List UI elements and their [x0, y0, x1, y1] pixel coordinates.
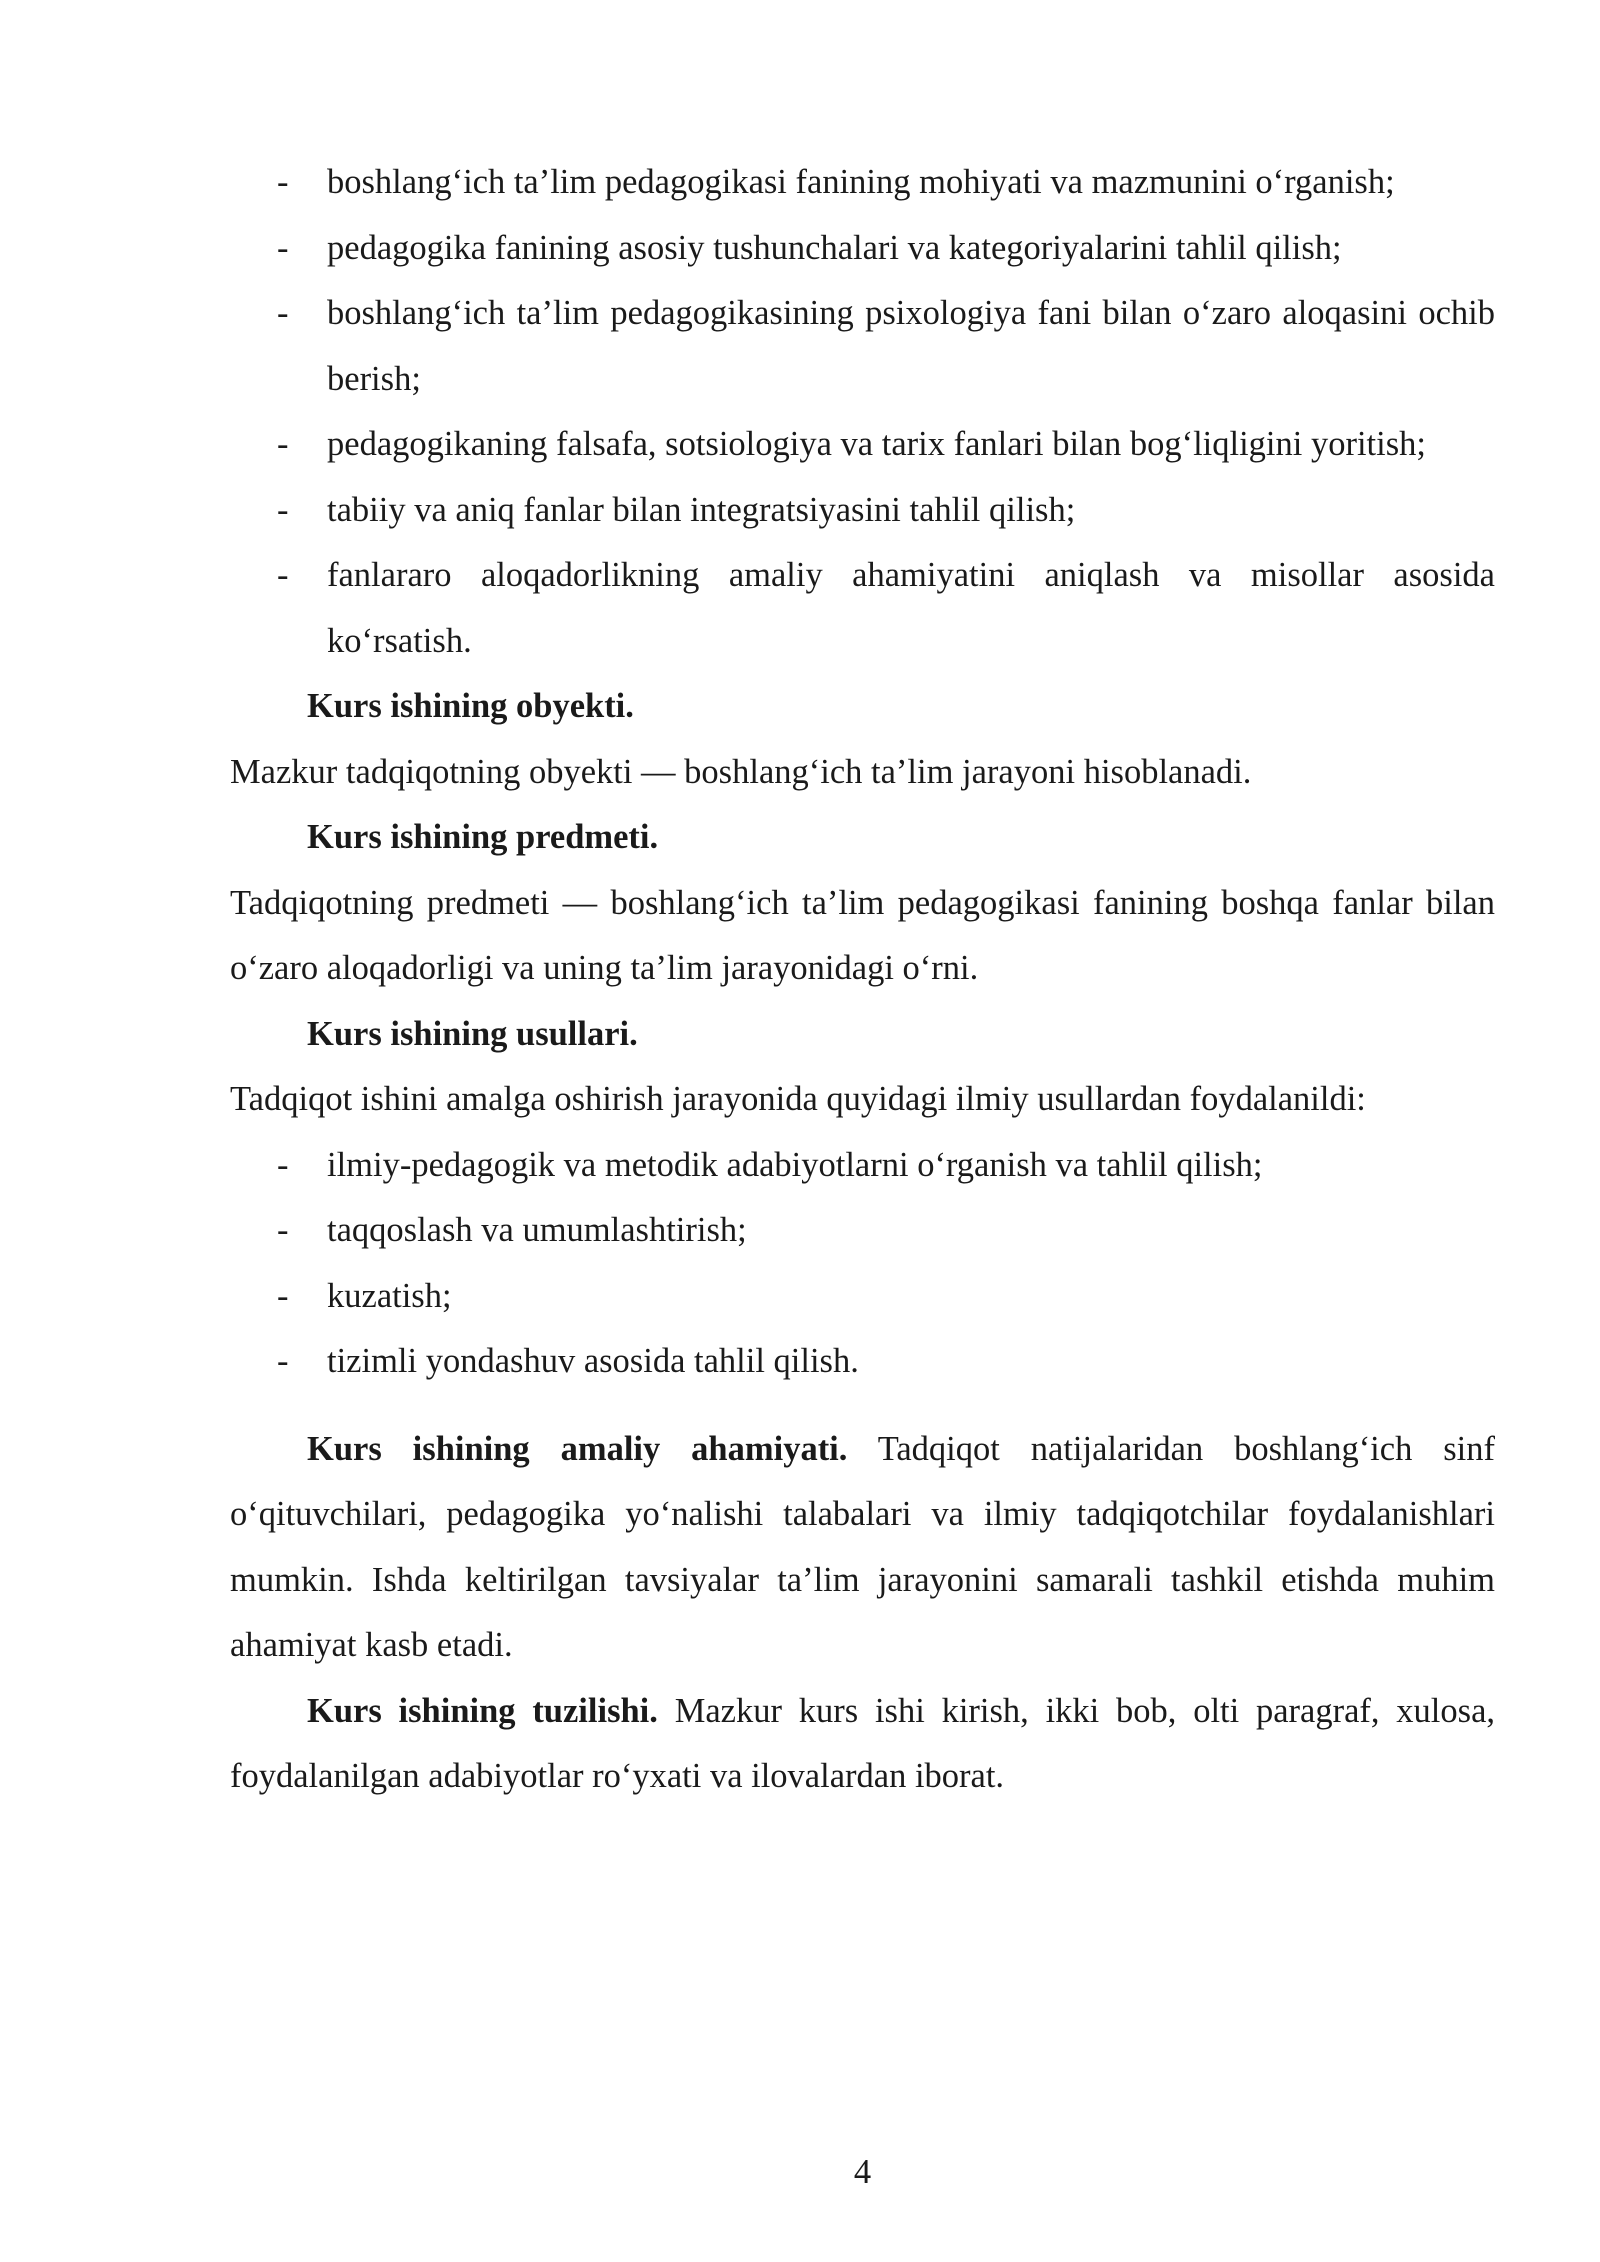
list-marker: - [277, 1342, 289, 1380]
methods-intro: Tadqiqot ishini amalga oshirish jarayonida quyidagi ilmiy usullardan foydalanildi: [230, 1080, 1366, 1118]
list-marker: - [277, 163, 289, 201]
tasks-list [230, 150, 1495, 674]
list-item-text: pedagogika fanining asosiy tushunchalari va kategoriyalarini tahlil qilish; [327, 228, 1342, 267]
structure-paragraph [230, 1679, 1495, 1810]
list-item-text: pedagogikaning falsafa, sotsiologiya va tarix fanlari bilan bog‘liqligini yoritish; [327, 425, 1426, 463]
page-number: 4 [853, 2153, 872, 2191]
object-text: Mazkur tadqiqotning obyekti — boshlang‘ich ta’lim jarayoni hisoblanadi. [230, 752, 1252, 791]
list-item [230, 281, 1495, 412]
list-marker: - [277, 1145, 289, 1184]
subject-text: Tadqiqotning predmeti — boshlang‘ich ta’lim pedagogikasi fanining boshqa fanlar bilan o‘zaro aloqadorligi va uning ta’lim jarayonidagi o‘rni. [230, 883, 1495, 987]
list-item-text: kuzatish; [327, 1276, 452, 1315]
subject-heading: Kurs ishining predmeti. [307, 818, 659, 856]
list-item-text: boshlang‘ich ta’lim pedagogikasi fanining mohiyati va mazmunini o‘rganish; [327, 163, 1395, 201]
list-item [230, 1264, 1495, 1330]
list-item-text: boshlang‘ich ta’lim pedagogikasining psixologiya fani bilan o‘zaro aloqasini ochib berish; [327, 294, 1495, 398]
methods-heading: Kurs ishining usullari. [307, 1014, 638, 1053]
list-item [230, 150, 1495, 216]
structure-text: Mazkur kurs ishi kirish, ikki bob, olti paragraf, xulosa, foydalanilgan adabiyotlar ro‘yxati va ilovalardan iborat. [230, 1691, 1496, 1795]
list-marker: - [277, 425, 289, 463]
list-item-text: tizimli yondashuv asosida tahlil qilish. [327, 1342, 859, 1380]
list-item [230, 412, 1495, 478]
list-item [230, 216, 1495, 282]
list-item [230, 1329, 1495, 1395]
structure-heading: Kurs ishining tuzilishi. [307, 1691, 658, 1730]
list-item [230, 1198, 1495, 1264]
document-page [230, 150, 1495, 1810]
object-heading: Kurs ishining obyekti. [307, 687, 634, 725]
list-item-text: tabiiy va aniq fanlar bilan integratsiyasini tahlil qilish; [327, 490, 1076, 529]
list-marker: - [277, 556, 289, 594]
list-item [230, 543, 1495, 674]
list-marker: - [277, 1211, 289, 1249]
list-item-text: fanlararo aloqadorlikning amaliy ahamiyatini aniqlash va misollar asosida ko‘rsatish. [327, 556, 1495, 660]
list-marker: - [277, 490, 289, 529]
list-marker: - [277, 228, 289, 267]
significance-text: Tadqiqot natijalaridan boshlang‘ich sinf o‘qituvchilari, pedagogika yo‘nalishi talabalari va ilmiy tadqiqotchilar foydalanishlari mumkin. Ishda keltirilgan tavsiyalar ta’lim jarayonini samarali tashkil etishda muhim ahamiyat kasb etadi. [230, 1429, 1496, 1664]
significance-paragraph [230, 1417, 1495, 1679]
list-item-text: ilmiy-pedagogik va metodik adabiyotlarni o‘rganish va tahlil qilish; [327, 1145, 1263, 1184]
significance-heading: Kurs ishining amaliy ahamiyati. [307, 1429, 848, 1468]
list-marker: - [277, 1276, 289, 1315]
methods-list [230, 1133, 1495, 1395]
list-item [230, 1133, 1495, 1199]
list-item-text: taqqoslash va umumlashtirish; [327, 1211, 747, 1249]
list-item [230, 478, 1495, 544]
list-marker: - [277, 294, 289, 332]
